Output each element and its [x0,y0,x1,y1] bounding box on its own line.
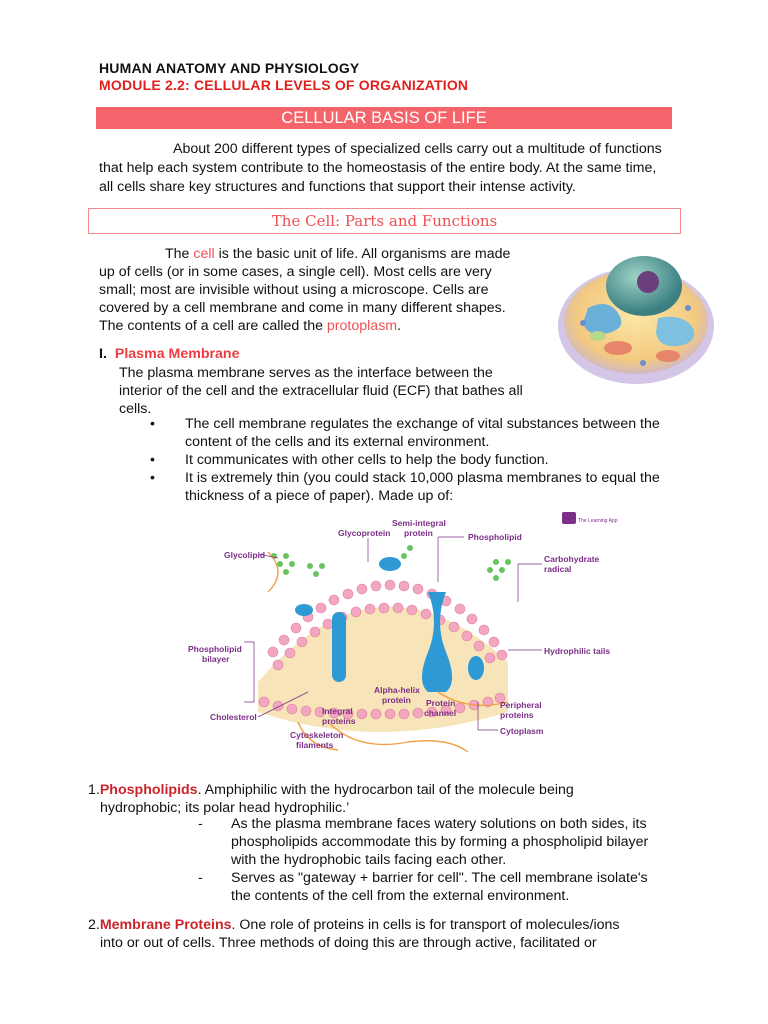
intro-text: About 200 different types of specialized cells carry out a multitude of functions that help each system contribute to the homeostasis of the entire body. At the same time, all cells share key structures and functions that support their intense activity. [99,141,662,195]
label-integral-2: proteins [322,716,356,726]
list-item: - Serves as "gateway + barrier for cell". The cell membrane isolate's the contents of the cell from the external environment. [198,870,648,904]
label-cytoplasm: Cytoplasm [500,726,544,736]
label-phospholipid: Phospholipid [468,532,522,542]
label-bilayer-2: bilayer [202,654,230,664]
label-alpha-helix: Alpha-helix [374,685,420,695]
cell-paragraph [99,245,529,335]
bullet: • [150,452,155,468]
label-integral: Integral [322,706,353,716]
logo-mark [562,512,576,524]
label-peripheral: Peripheral [500,700,542,710]
label-semi-integral: Semi-integral [392,518,446,528]
cell-post: . [397,318,402,334]
label-carbohydrate: Carbohydrate [544,554,600,564]
bullet: • [150,470,155,486]
list-item: - As the plasma membrane faces watery solutions on both sides, its phospholipids accommodate this by forming a phospholipid bilayer with the hydrophobic tails facing each other. [198,816,649,868]
label-cholesterol: Cholesterol [210,712,257,722]
list-item: • It is extremely thin (you could stack 10,000 plasma membranes to equal the thickness of a piece of paper). Made up of: [150,470,660,504]
label-semi-integral-2: protein [404,528,433,538]
bullet: • [150,416,155,432]
course-title: HUMAN ANATOMY AND PHYSIOLOGY [99,60,360,76]
cell-pre: The [165,246,194,262]
plasma-membrane-text: The plasma membrane serves as the interface between the interior of the cell and the extracellular fluid (ECF) that bathes all cells. [119,365,523,417]
item-number: 1. [88,782,100,798]
logo-text: The Learning App [578,518,618,524]
cell-membrane-diagram [178,512,618,760]
term-protoplasm: protoplasm [326,318,398,334]
phospholipids-item: 1.Phospholipids. Amphiphilic with the hydrocarbon tail of the molecule being hydrophobic; its polar head hydrophilic.’ [88,782,574,816]
phospholipid-details [198,815,668,905]
intro-paragraph [99,140,674,197]
roman-numeral: I. [99,346,107,362]
dash: - [198,870,203,886]
cell-mid: is the basic unit of life. All organisms are made up of cells (or in some cases, a single cell). Most cells are very small; most are invisible without using a microscope. Cells are covered by a cell membrane and come in many different shapes. The contents of a cell are called the [99,246,511,334]
animal-cell-illustration [548,238,718,394]
label-glycolipid: Glycolipid [224,550,266,560]
module-title: MODULE 2.2: CELLULAR LEVELS OF ORGANIZATION [99,77,469,93]
list-item: • The cell membrane regulates the exchange of vital substances between the content of the cells and its external environment. [150,416,660,450]
label-bilayer: Phospholipid [188,644,242,654]
label-radical: radical [544,564,572,574]
plasma-bullets [150,415,680,505]
label-cytoskeleton: Cytoskeleton [290,730,344,740]
label-protein-channel-2: channel [424,708,457,718]
item-number: 2. [88,917,100,933]
plasma-membrane-heading [99,346,239,362]
term-cell: cell [193,246,215,262]
label-peripheral-2: proteins [500,710,534,720]
dash: - [198,816,203,832]
label-alpha-helix-2: protein [382,695,411,705]
plasma-membrane-title: Plasma Membrane [114,346,240,362]
membrane-proteins-item: 2.Membrane Proteins. One role of proteins in cells is for transport of molecules/ions into or out of cells. Three methods of doing this are through active, facilitated or [88,917,620,951]
label-filaments: filaments [296,740,334,750]
phospholipids-term: Phospholipids [99,782,198,798]
subsection-title: The Cell: Parts and Functions [88,208,681,234]
membrane-proteins-term: Membrane Proteins [99,917,232,933]
section-banner: CELLULAR BASIS OF LIFE [96,107,672,129]
list-item: • It communicates with other cells to help the body function. [150,452,549,468]
label-glycoprotein: Glycoprotein [338,528,391,538]
label-hydrophilic-tails: Hydrophilic tails [544,646,611,656]
label-protein-channel: Protein [426,698,456,708]
